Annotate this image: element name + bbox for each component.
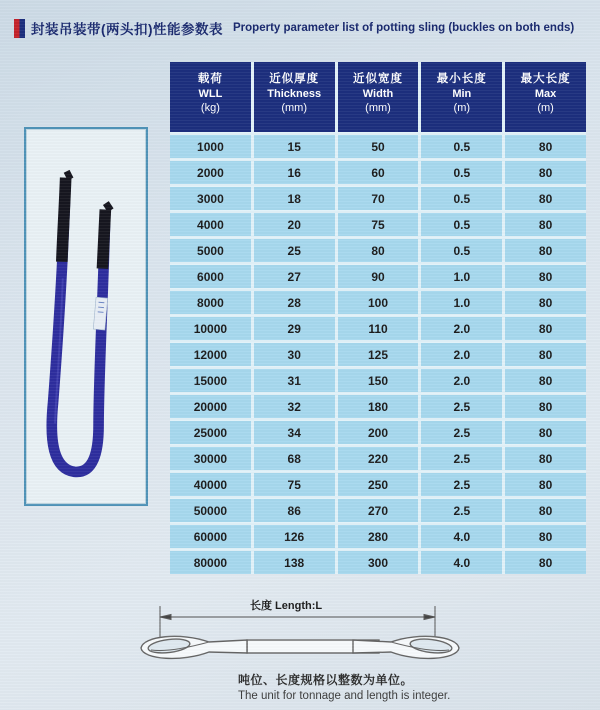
table-cell: 0.5 <box>421 239 502 262</box>
col-header-unit: (m) <box>537 102 554 115</box>
table-cell: 80 <box>505 421 586 444</box>
table-cell: 80 <box>505 317 586 340</box>
table-cell: 12000 <box>170 343 251 366</box>
col-header-cn: 最小长度 <box>436 73 487 86</box>
table-cell: 10000 <box>170 317 251 340</box>
table-cell: 2000 <box>170 161 251 184</box>
table-cell: 110 <box>338 317 419 340</box>
col-header-en: Max <box>534 88 557 101</box>
col-header-en: WLL <box>198 88 223 101</box>
table-cell: 90 <box>338 265 419 288</box>
table-cell: 68 <box>254 447 335 470</box>
table-cell: 150 <box>338 369 419 392</box>
table-cell: 75 <box>254 473 335 496</box>
table-cell: 2.0 <box>421 343 502 366</box>
table-cell: 18 <box>254 187 335 210</box>
table-cell: 70 <box>338 187 419 210</box>
table-cell: 2.0 <box>421 317 502 340</box>
table-cell: 80 <box>505 239 586 262</box>
table-cell: 60 <box>338 161 419 184</box>
footnote-en: The unit for tonnage and length is integer. <box>238 690 451 702</box>
col-header-unit: (kg) <box>200 102 220 115</box>
table-cell: 80 <box>505 343 586 366</box>
table-cell: 100 <box>338 291 419 314</box>
table-cell: 31 <box>254 369 335 392</box>
table-cell: 0.5 <box>421 161 502 184</box>
table-cell: 8000 <box>170 291 251 314</box>
table-cell: 50 <box>338 135 419 158</box>
footnote-cn: 吨位、长度规格以整数为单位。 <box>238 673 414 687</box>
table-cell: 1000 <box>170 135 251 158</box>
table-cell: 2.5 <box>421 473 502 496</box>
col-header-max-length <box>505 62 586 132</box>
col-header-en: Width <box>362 88 394 101</box>
col-header-width <box>338 62 419 132</box>
table-cell: 16 <box>254 161 335 184</box>
col-header-en: Min <box>452 88 472 101</box>
table-cell: 1.0 <box>421 291 502 314</box>
table-cell: 4000 <box>170 213 251 236</box>
col-header-unit: (mm) <box>365 102 391 115</box>
table-cell: 20 <box>254 213 335 236</box>
table-cell: 0.5 <box>421 187 502 210</box>
col-header-en: Thickness <box>267 88 322 101</box>
table-cell: 80 <box>505 551 586 574</box>
table-cell: 125 <box>338 343 419 366</box>
table-cell: 4.0 <box>421 551 502 574</box>
table-cell: 220 <box>338 447 419 470</box>
table-cell: 30 <box>254 343 335 366</box>
table-cell: 2.5 <box>421 395 502 418</box>
table-cell: 0.5 <box>421 213 502 236</box>
table-cell: 15 <box>254 135 335 158</box>
table-cell: 80 <box>505 395 586 418</box>
table-cell: 80 <box>505 135 586 158</box>
table-cell: 80 <box>505 525 586 548</box>
table-cell: 34 <box>254 421 335 444</box>
table-cell: 0.5 <box>421 135 502 158</box>
table-cell: 200 <box>338 421 419 444</box>
table-cell: 20000 <box>170 395 251 418</box>
table-cell: 250 <box>338 473 419 496</box>
col-header-cn: 近似厚度 <box>269 73 320 86</box>
table-cell: 32 <box>254 395 335 418</box>
table-cell: 138 <box>254 551 335 574</box>
table-cell: 2.5 <box>421 499 502 522</box>
table-cell: 28 <box>254 291 335 314</box>
col-header-thickness <box>254 62 335 132</box>
col-header-unit: (m) <box>453 102 471 115</box>
table-cell: 80 <box>505 291 586 314</box>
table-cell: 80 <box>505 473 586 496</box>
col-header-min-length <box>421 62 502 132</box>
col-header-cn: 近似宽度 <box>352 73 403 86</box>
table-cell: 3000 <box>170 187 251 210</box>
col-header-unit: (mm) <box>281 102 308 115</box>
table-cell: 2.5 <box>421 447 502 470</box>
col-header-cn: 最大长度 <box>520 73 571 86</box>
table-cell: 80000 <box>170 551 251 574</box>
title-flag-icon <box>14 19 25 38</box>
col-header-wll <box>170 62 251 132</box>
length-diagram <box>125 592 475 672</box>
table-cell: 50000 <box>170 499 251 522</box>
table-cell: 40000 <box>170 473 251 496</box>
table-cell: 80 <box>505 187 586 210</box>
table-cell: 25 <box>254 239 335 262</box>
length-dimension-label: 长度 Length:L <box>250 600 323 612</box>
page-title-en: Property parameter list of potting sling (buckles on both ends) <box>233 22 575 34</box>
table-cell: 25000 <box>170 421 251 444</box>
table-cell: 80 <box>505 447 586 470</box>
table-cell: 2.0 <box>421 369 502 392</box>
table-cell: 30000 <box>170 447 251 470</box>
col-header-cn: 载荷 <box>197 73 223 86</box>
table-cell: 80 <box>505 213 586 236</box>
sling-outline-drawing <box>141 636 459 658</box>
table-cell: 80 <box>505 369 586 392</box>
table-cell: 80 <box>338 239 419 262</box>
table-cell: 2.5 <box>421 421 502 444</box>
table-cell: 29 <box>254 317 335 340</box>
table-cell: 80 <box>505 499 586 522</box>
table-cell: 6000 <box>170 265 251 288</box>
page-title <box>14 18 589 38</box>
sling-photo-illustration <box>26 129 146 504</box>
table-cell: 80 <box>505 265 586 288</box>
table-cell: 4.0 <box>421 525 502 548</box>
product-photo-frame <box>24 127 148 506</box>
table-cell: 80 <box>505 161 586 184</box>
table-cell: 180 <box>338 395 419 418</box>
table-cell: 75 <box>338 213 419 236</box>
table-cell: 86 <box>254 499 335 522</box>
table-cell: 280 <box>338 525 419 548</box>
table-cell: 27 <box>254 265 335 288</box>
spec-table <box>170 62 586 574</box>
table-cell: 300 <box>338 551 419 574</box>
table-cell: 1.0 <box>421 265 502 288</box>
table-cell: 15000 <box>170 369 251 392</box>
footnotes <box>238 671 450 702</box>
page-title-cn: 封装吊装带(两头扣)性能参数表 <box>31 22 223 37</box>
table-cell: 60000 <box>170 525 251 548</box>
table-cell: 270 <box>338 499 419 522</box>
table-cell: 5000 <box>170 239 251 262</box>
table-cell: 126 <box>254 525 335 548</box>
